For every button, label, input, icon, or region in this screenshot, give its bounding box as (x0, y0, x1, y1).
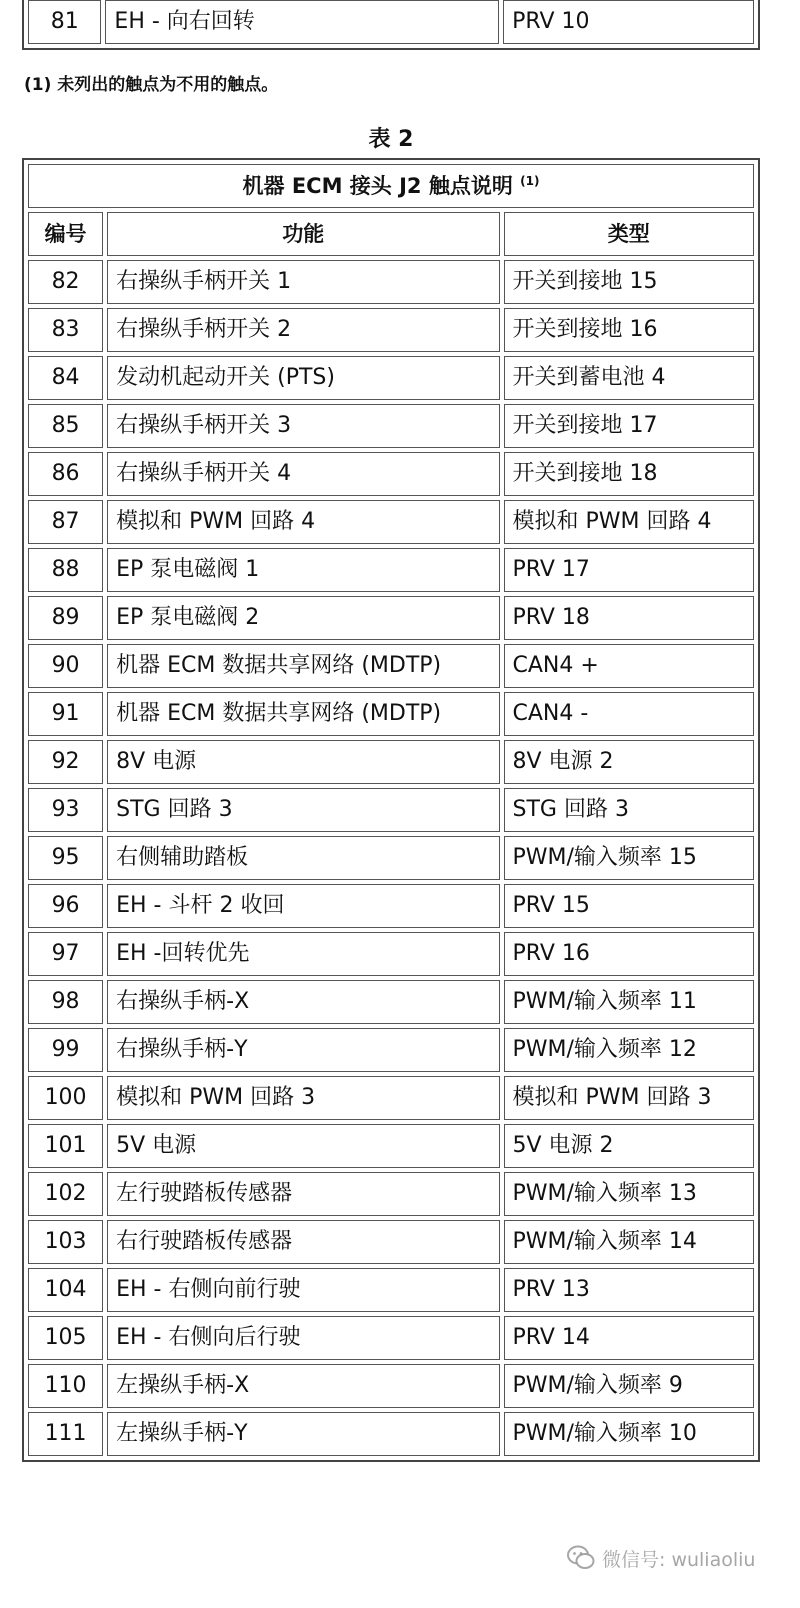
cell-number: 103 (28, 1220, 103, 1264)
table-title-row (28, 164, 754, 208)
previous-table (22, 0, 760, 50)
cell-number: 87 (28, 500, 103, 544)
cell-type: CAN4 - (504, 692, 755, 736)
cell-function: 右操纵手柄开关 4 (107, 452, 499, 496)
previous-table-body (28, 0, 754, 44)
cell-type: PWM/输入频率 14 (504, 1220, 755, 1264)
table-row (28, 500, 754, 544)
table-row (28, 692, 754, 736)
table-row (28, 1028, 754, 1072)
cell-function: EH - 向右回转 (105, 0, 499, 44)
cell-type: PWM/输入频率 9 (504, 1364, 755, 1408)
header-function: 功能 (107, 212, 499, 256)
table-row (28, 1124, 754, 1168)
cell-number: 104 (28, 1268, 103, 1312)
cell-function: 右操纵手柄开关 1 (107, 260, 499, 304)
cell-function: EP 泵电磁阀 1 (107, 548, 499, 592)
cell-number: 81 (28, 0, 101, 44)
table-row (28, 1412, 754, 1456)
table-row (28, 452, 754, 496)
table-title-text: 机器 ECM 接头 J2 触点说明 (242, 174, 513, 198)
cell-type: PRV 13 (504, 1268, 755, 1312)
cell-number: 84 (28, 356, 103, 400)
table-row (28, 596, 754, 640)
footnote-text: 未列出的触点为不用的触点。 (57, 75, 279, 95)
cell-function: 右操纵手柄-Y (107, 1028, 499, 1072)
cell-type: 开关到接地 17 (504, 404, 755, 448)
cell-number: 102 (28, 1172, 103, 1216)
table-row (28, 836, 754, 880)
cell-function: EH -回转优先 (107, 932, 499, 976)
cell-number: 88 (28, 548, 103, 592)
cell-type: 模拟和 PWM 回路 4 (504, 500, 755, 544)
header-type: 类型 (504, 212, 755, 256)
cell-function: 5V 电源 (107, 1124, 499, 1168)
cell-type: 开关到接地 15 (504, 260, 755, 304)
cell-function: EH - 右侧向前行驶 (107, 1268, 499, 1312)
cell-type: 5V 电源 2 (504, 1124, 755, 1168)
cell-function: 左操纵手柄-X (107, 1364, 499, 1408)
table-caption: 表 2 (368, 127, 414, 152)
cell-number: 89 (28, 596, 103, 640)
wechat-icon (566, 1543, 596, 1573)
table-row (28, 1172, 754, 1216)
table-row (28, 788, 754, 832)
contacts-table (22, 158, 760, 1462)
cell-number: 90 (28, 644, 103, 688)
cell-type: PRV 15 (504, 884, 755, 928)
footnote (24, 70, 278, 95)
table-row (28, 980, 754, 1024)
table-row (28, 0, 754, 44)
table-row (28, 932, 754, 976)
contacts-table-body (28, 260, 754, 1456)
cell-number: 101 (28, 1124, 103, 1168)
cell-number: 82 (28, 260, 103, 304)
cell-type: 8V 电源 2 (504, 740, 755, 784)
cell-type: PRV 18 (504, 596, 755, 640)
cell-function: 右侧辅助踏板 (107, 836, 499, 880)
table-row (28, 1268, 754, 1312)
cell-number: 95 (28, 836, 103, 880)
cell-number: 110 (28, 1364, 103, 1408)
cell-type: PRV 14 (504, 1316, 755, 1360)
table-row (28, 260, 754, 304)
header-row (28, 212, 754, 256)
table-row (28, 644, 754, 688)
cell-function: 右操纵手柄开关 3 (107, 404, 499, 448)
table-row (28, 548, 754, 592)
cell-type: PRV 17 (504, 548, 755, 592)
cell-function: 机器 ECM 数据共享网络 (MDTP) (107, 644, 499, 688)
cell-function: EP 泵电磁阀 2 (107, 596, 499, 640)
header-number: 编号 (28, 212, 103, 256)
watermark (566, 1530, 776, 1586)
cell-function: EH - 右侧向后行驶 (107, 1316, 499, 1360)
cell-type: PWM/输入频率 15 (504, 836, 755, 880)
cell-number: 85 (28, 404, 103, 448)
cell-number: 91 (28, 692, 103, 736)
cell-type: 开关到蓄电池 4 (504, 356, 755, 400)
cell-number: 98 (28, 980, 103, 1024)
cell-number: 97 (28, 932, 103, 976)
cell-number: 100 (28, 1076, 103, 1120)
cell-type: PWM/输入频率 12 (504, 1028, 755, 1072)
table-row (28, 740, 754, 784)
cell-number: 92 (28, 740, 103, 784)
table-row (28, 884, 754, 928)
cell-function: 右操纵手柄-X (107, 980, 499, 1024)
table-row (28, 356, 754, 400)
cell-function: 右行驶踏板传感器 (107, 1220, 499, 1264)
cell-type: PWM/输入频率 13 (504, 1172, 755, 1216)
cell-function: 左行驶踏板传感器 (107, 1172, 499, 1216)
footnote-marker: (1) (24, 75, 52, 95)
table-row (28, 404, 754, 448)
cell-number: 83 (28, 308, 103, 352)
cell-function: 模拟和 PWM 回路 4 (107, 500, 499, 544)
table-row (28, 1220, 754, 1264)
table-row (28, 1076, 754, 1120)
cell-type: 模拟和 PWM 回路 3 (504, 1076, 755, 1120)
cell-function: 机器 ECM 数据共享网络 (MDTP) (107, 692, 499, 736)
cell-function: EH - 斗杆 2 收回 (107, 884, 499, 928)
table-title (28, 164, 754, 208)
table-row (28, 1316, 754, 1360)
cell-number: 105 (28, 1316, 103, 1360)
table-row (28, 1364, 754, 1408)
cell-number: 86 (28, 452, 103, 496)
cell-type: PRV 10 (503, 0, 754, 44)
table-row (28, 308, 754, 352)
watermark-text: 微信号: wuliaoliu (602, 1548, 756, 1571)
cell-type: 开关到接地 18 (504, 452, 755, 496)
cell-function: STG 回路 3 (107, 788, 499, 832)
cell-number: 99 (28, 1028, 103, 1072)
cell-type: STG 回路 3 (504, 788, 755, 832)
cell-number: 93 (28, 788, 103, 832)
cell-type: PWM/输入频率 10 (504, 1412, 755, 1456)
cell-type: PRV 16 (504, 932, 755, 976)
table-title-marker: (1) (520, 174, 540, 188)
cell-number: 111 (28, 1412, 103, 1456)
cell-function: 模拟和 PWM 回路 3 (107, 1076, 499, 1120)
cell-function: 左操纵手柄-Y (107, 1412, 499, 1456)
cell-type: PWM/输入频率 11 (504, 980, 755, 1024)
cell-number: 96 (28, 884, 103, 928)
cell-type: 开关到接地 16 (504, 308, 755, 352)
cell-function: 右操纵手柄开关 2 (107, 308, 499, 352)
cell-type: CAN4 + (504, 644, 755, 688)
cell-function: 8V 电源 (107, 740, 499, 784)
cell-function: 发动机起动开关 (PTS) (107, 356, 499, 400)
